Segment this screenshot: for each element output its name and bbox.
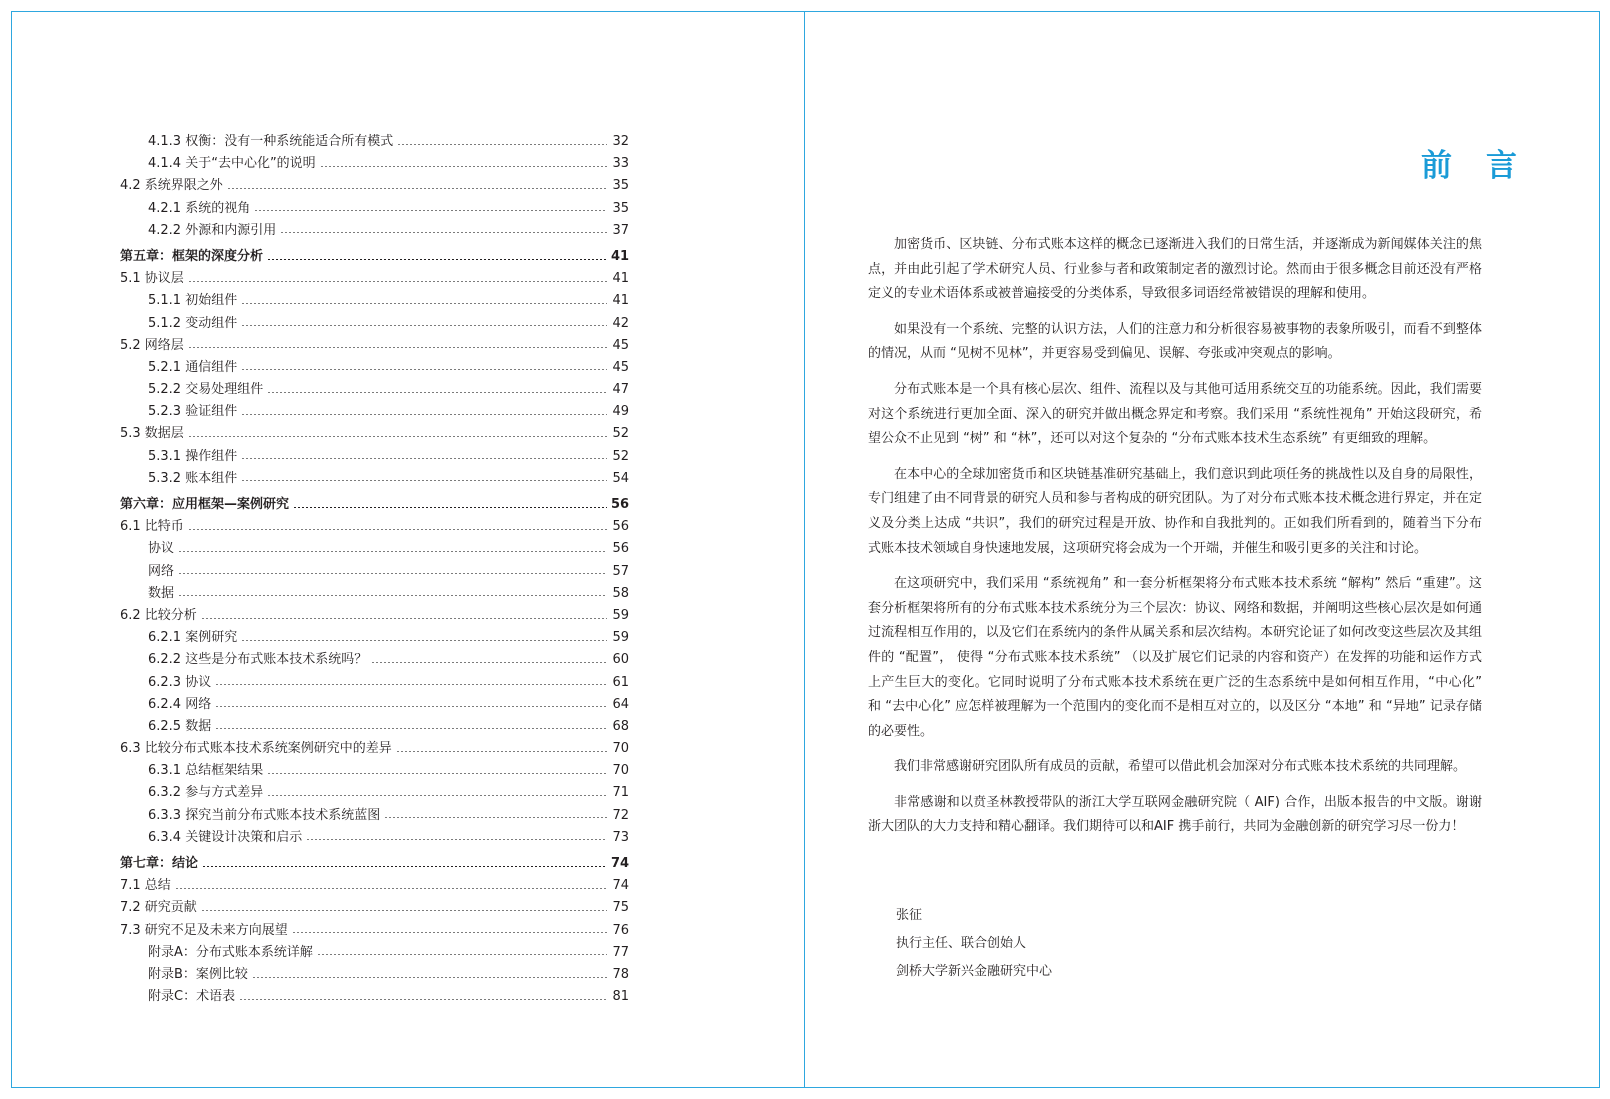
preface-paragraph: 如果没有一个系统、完整的认识方法，人们的注意力和分析很容易被事物的表象所吸引，而看不到整体的情况，从而 “见树不见林”，并更容易受到偏见、误解、夸张或冲突观点的影响。 xyxy=(868,321,1482,362)
toc-entry[interactable] xyxy=(120,805,629,827)
toc-dot-leader xyxy=(317,954,607,955)
toc-page-number: 57 xyxy=(612,563,629,579)
toc-page-number: 33 xyxy=(612,156,629,172)
toc-entry-label: 6.2.3 协议 xyxy=(148,674,212,690)
toc-page-number: 56 xyxy=(611,497,630,512)
toc-dot-leader xyxy=(201,618,607,619)
toc-entry[interactable] xyxy=(120,782,629,804)
toc-dot-leader xyxy=(201,910,607,911)
toc-page-number: 72 xyxy=(612,807,629,823)
toc-dot-leader xyxy=(178,595,607,596)
toc-dot-leader xyxy=(293,507,607,508)
preface-title: 前言 xyxy=(1421,148,1551,184)
toc-entry[interactable] xyxy=(120,605,629,627)
toc-entry-label: 7.2 研究贡献 xyxy=(120,900,197,916)
toc-entry-label: 数据 xyxy=(148,585,175,601)
toc-page-number: 47 xyxy=(612,382,629,398)
toc-entry[interactable] xyxy=(120,198,629,220)
toc-page-number: 76 xyxy=(612,922,629,938)
toc-entry-label: 附录C：术语表 xyxy=(148,989,236,1005)
toc-page-number: 49 xyxy=(612,404,629,420)
toc-entry[interactable] xyxy=(120,694,629,716)
toc-dot-leader xyxy=(267,392,607,393)
toc-entry-label: 6.3.1 总结框架结果 xyxy=(148,763,264,779)
table-of-contents xyxy=(120,131,629,1008)
toc-entry-label: 6.2.2 这些是分布式账本技术系统吗？ xyxy=(148,652,368,668)
toc-entry-label: 附录B：案例比较 xyxy=(148,966,248,982)
toc-dot-leader xyxy=(267,773,607,774)
toc-dot-leader xyxy=(241,303,607,304)
preface-paragraph: 分布式账本是一个具有核心层次、组件、流程以及与其他可适用系统交互的功能系统。因此，我们需要对这个系统进行更加全面、深入的研究并做出概念界定和考察。我们采用 “系统性视角” 开始这段研究，希望公众不止见到 “树” 和 “林”，还可以对这个复杂的 “分布式账本技术生态系统” 有更细致的理解。 xyxy=(868,381,1482,447)
toc-entry-label: 4.1.4 关于“去中心化”的说明 xyxy=(148,156,316,172)
toc-entry[interactable] xyxy=(120,538,629,560)
toc-chapter[interactable] xyxy=(120,494,629,516)
preface-paragraph: 非常感谢和以贲圣林教授带队的浙江大学互联网金融研究院（ AIF) 合作，出版本报告的中文版。谢谢浙大团队的大力支持和精心翻译。我们期待可以和AIF 携手前行，共同为金融创新的研究学习尽一份力！ xyxy=(868,794,1482,835)
preface-paragraph: 在这项研究中，我们采用 “系统视角” 和一套分析框架将分布式账本技术系统 “解构” 然后 “重建”。这套分析框架将所有的分布式账本技术系统分为三个层次：协议、网络和数据，并阐明这些核心层次是如何通过流程相互作用的，以及它们在系统内的条件从属关系和层次结构。本研究论证了如何改变这些层次及其组件的 “配置”， 使得 “分布式账本技术系统” （以及扩展它们记录的内容和资产）在发挥的功能和运作方式上产生巨大的变化。它同时说明了分布式账本技术系统在更广泛的生态系统中是如何相互作用，“中心化” 和 “去中心化” 应怎样被理解为一个范围内的变化而不是相互对立的，以及区分 “本地” 和 “异地” 记录存储的必要性。 xyxy=(868,576,1482,739)
toc-entry[interactable] xyxy=(120,561,629,583)
toc-page-number: 70 xyxy=(612,741,629,757)
toc-dot-leader xyxy=(241,369,607,370)
toc-entry-label: 5.2.3 验证组件 xyxy=(148,404,238,420)
toc-entry[interactable] xyxy=(120,738,629,760)
toc-entry-label: 7.3 研究不足及未来方向展望 xyxy=(120,922,288,938)
toc-dot-leader xyxy=(188,347,607,348)
toc-dot-leader xyxy=(320,166,607,167)
toc-entry[interactable] xyxy=(120,516,629,538)
toc-dot-leader xyxy=(252,977,607,978)
toc-entry[interactable] xyxy=(120,401,629,423)
toc-page-number: 52 xyxy=(612,448,629,464)
toc-page-number: 68 xyxy=(612,718,629,734)
toc-entry[interactable] xyxy=(120,313,629,335)
toc-entry-label: 4.2.2 外源和内源引用 xyxy=(148,222,277,238)
toc-dot-leader xyxy=(241,325,607,326)
toc-entry-label: 6.3 比较分布式账本技术系统案例研究中的差异 xyxy=(120,741,392,757)
toc-dot-leader xyxy=(178,573,607,574)
toc-entry-label: 5.1.1 初始组件 xyxy=(148,293,238,309)
toc-entry-label: 6.3.4 关键设计决策和启示 xyxy=(148,829,303,845)
toc-entry-label: 5.2.2 交易处理组件 xyxy=(148,382,264,398)
toc-page-number: 41 xyxy=(612,293,629,309)
toc-entry-label: 6.1 比特币 xyxy=(120,519,184,535)
toc-entry-label: 6.3.3 探究当前分布式账本技术系统蓝图 xyxy=(148,807,381,823)
right-page xyxy=(804,11,1600,1088)
toc-dot-leader xyxy=(306,839,607,840)
toc-dot-leader xyxy=(384,817,607,818)
toc-entry[interactable] xyxy=(120,627,629,649)
toc-dot-leader xyxy=(267,259,607,260)
toc-entry[interactable] xyxy=(120,423,629,445)
toc-page-number: 71 xyxy=(612,785,629,801)
preface-body xyxy=(868,233,1482,851)
toc-page-number: 61 xyxy=(612,674,629,690)
toc-page-number: 59 xyxy=(612,630,629,646)
left-page xyxy=(11,11,806,1088)
toc-entry[interactable] xyxy=(120,760,629,782)
toc-dot-leader xyxy=(241,414,607,415)
toc-page-number: 54 xyxy=(612,470,629,486)
toc-page-number: 81 xyxy=(612,989,629,1005)
toc-entry[interactable] xyxy=(120,986,629,1008)
toc-page-number: 64 xyxy=(612,696,629,712)
toc-dot-leader xyxy=(241,458,607,459)
toc-entry-label: 5.3.2 账本组件 xyxy=(148,470,238,486)
toc-entry[interactable] xyxy=(120,131,629,153)
toc-entry-label: 6.2.4 网络 xyxy=(148,696,212,712)
toc-page-number: 35 xyxy=(612,178,629,194)
signature-organization: 剑桥大学新兴金融研究中心 xyxy=(896,964,1053,979)
toc-entry-label: 6.3.2 参与方式差异 xyxy=(148,785,264,801)
signature-name: 张征 xyxy=(896,908,923,923)
toc-entry-label: 附录A：分布式账本系统详解 xyxy=(148,944,313,960)
toc-dot-leader xyxy=(175,888,607,889)
toc-dot-leader xyxy=(396,751,607,752)
toc-dot-leader xyxy=(292,932,607,933)
toc-page-number: 32 xyxy=(612,134,629,149)
toc-entry[interactable] xyxy=(120,220,629,242)
toc-page-number: 58 xyxy=(612,585,629,601)
toc-entry-label: 第七章：结论 xyxy=(120,856,199,871)
toc-page-number: 41 xyxy=(611,248,630,264)
toc-entry-label: 5.3 数据层 xyxy=(120,426,184,442)
toc-entry-label: 第五章：框架的深度分析 xyxy=(120,248,264,264)
toc-dot-leader xyxy=(215,706,607,707)
signature-block xyxy=(896,902,1052,986)
toc-entry[interactable] xyxy=(120,446,629,468)
toc-entry-label: 5.1.2 变动组件 xyxy=(148,315,238,331)
toc-page-number: 74 xyxy=(611,856,630,871)
toc-entry[interactable] xyxy=(120,468,629,490)
toc-dot-leader xyxy=(280,232,607,233)
toc-page-number: 45 xyxy=(612,359,629,375)
toc-entry-label: 第六章：应用框架—案例研究 xyxy=(120,497,290,512)
toc-dot-leader xyxy=(371,662,607,663)
toc-entry[interactable] xyxy=(120,920,629,942)
toc-dot-leader xyxy=(241,480,607,481)
toc-entry[interactable] xyxy=(120,897,629,919)
toc-entry[interactable] xyxy=(120,875,629,897)
toc-page-number: 77 xyxy=(612,944,629,960)
toc-entry[interactable] xyxy=(120,964,629,986)
toc-entry[interactable] xyxy=(120,379,629,401)
toc-page-number: 42 xyxy=(612,315,629,331)
toc-page-number: 60 xyxy=(612,652,629,668)
toc-entry-label: 协议 xyxy=(148,541,175,557)
toc-entry-label: 5.1 协议层 xyxy=(120,271,184,287)
toc-entry[interactable] xyxy=(120,335,629,357)
toc-page-number: 78 xyxy=(612,966,629,982)
toc-entry-label: 5.2 网络层 xyxy=(120,337,184,353)
toc-dot-leader xyxy=(239,999,607,1000)
toc-page-number: 56 xyxy=(612,519,629,535)
toc-dot-leader xyxy=(241,640,607,641)
toc-page-number: 74 xyxy=(612,878,629,894)
toc-entry[interactable] xyxy=(120,583,629,605)
toc-dot-leader xyxy=(188,436,607,437)
signature-position: 执行主任、联合创始人 xyxy=(896,936,1027,951)
toc-entry-label: 网络 xyxy=(148,563,175,579)
toc-dot-leader xyxy=(188,281,607,282)
preface-paragraph: 我们非常感谢研究团队所有成员的贡献，希望可以借此机会加深对分布式账本技术系统的共同理解。 xyxy=(894,759,1467,775)
toc-dot-leader xyxy=(178,551,607,552)
toc-entry[interactable] xyxy=(120,357,629,379)
toc-page-number: 45 xyxy=(612,337,629,353)
toc-dot-leader xyxy=(215,684,607,685)
toc-page-number: 75 xyxy=(612,900,629,916)
toc-entry[interactable] xyxy=(120,290,629,312)
toc-page-number: 59 xyxy=(612,607,629,623)
preface-paragraph: 加密货币、区块链、分布式账本这样的概念已逐渐进入我们的日常生活，并逐渐成为新闻媒体关注的焦点，并由此引起了学术研究人员、行业参与者和政策制定者的激烈讨论。然而由于很多概念目前还没有严格定义的专业术语体系或被普遍接受的分类体系，导致很多词语经常被错误的理解和使用。 xyxy=(868,237,1482,302)
toc-dot-leader xyxy=(254,210,607,211)
toc-entry[interactable] xyxy=(120,175,629,197)
toc-dot-leader xyxy=(267,795,607,796)
toc-entry-label: 4.2.1 系统的视角 xyxy=(148,200,251,216)
toc-dot-leader xyxy=(215,728,607,729)
toc-chapter[interactable] xyxy=(120,246,629,268)
toc-entry[interactable] xyxy=(120,153,629,175)
toc-page-number: 70 xyxy=(612,763,629,779)
toc-entry[interactable] xyxy=(120,942,629,964)
toc-entry[interactable] xyxy=(120,649,629,671)
toc-dot-leader xyxy=(227,188,607,189)
toc-entry-label: 6.2.5 数据 xyxy=(148,718,212,734)
toc-entry[interactable] xyxy=(120,827,629,849)
preface-paragraph: 在本中心的全球加密货币和区块链基准研究基础上，我们意识到此项任务的挑战性以及自身的局限性，专门组建了由不同背景的研究人员和参与者构成的研究团队。为了对分布式账本技术概念进行界定，并在定义及分类上达成 “共识”，我们的研究过程是开放、协作和自我批判的。正如我们所看到的，随着当下分布式账本技术领域自身快速地发展，这项研究将会成为一个开端，并催生和吸引更多的关注和讨论。 xyxy=(868,466,1482,556)
toc-page-number: 37 xyxy=(612,222,629,238)
toc-entry-label: 4.1.3 权衡：没有一种系统能适合所有模式 xyxy=(148,134,394,149)
toc-page-number: 56 xyxy=(612,541,629,557)
toc-entry[interactable] xyxy=(120,716,629,738)
toc-entry[interactable] xyxy=(120,672,629,694)
toc-entry-label: 6.2 比较分析 xyxy=(120,607,197,623)
toc-page-number: 41 xyxy=(612,271,629,287)
toc-entry[interactable] xyxy=(120,268,629,290)
toc-dot-leader xyxy=(397,144,607,145)
toc-entry-label: 5.3.1 操作组件 xyxy=(148,448,238,464)
toc-dot-leader xyxy=(202,866,607,867)
toc-dot-leader xyxy=(188,529,607,530)
toc-entry-label: 6.2.1 案例研究 xyxy=(148,630,238,646)
toc-entry-label: 5.2.1 通信组件 xyxy=(148,359,238,375)
toc-page-number: 73 xyxy=(612,829,629,845)
toc-entry-label: 4.2 系统界限之外 xyxy=(120,178,223,194)
toc-page-number: 35 xyxy=(612,200,629,216)
toc-chapter[interactable] xyxy=(120,853,629,875)
toc-page-number: 52 xyxy=(612,426,629,442)
toc-entry-label: 7.1 总结 xyxy=(120,878,171,894)
